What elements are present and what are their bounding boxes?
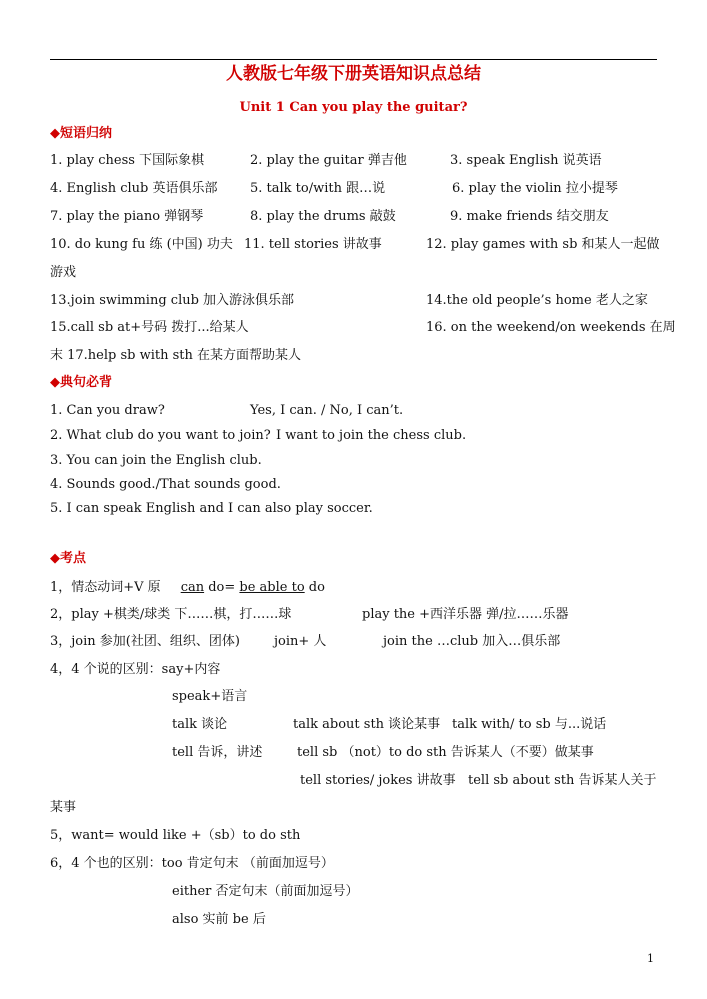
sentence-answer: I want to join the chess club. <box>276 428 467 443</box>
point-3-b: join+ 人 <box>274 634 327 649</box>
point-4-talk-about: talk about sth 谈论某事 <box>293 717 441 732</box>
point-4-tell: tell 告诉，讲述 <box>172 745 263 760</box>
point-6-also: also 实前 be 后 <box>172 912 266 927</box>
phrase-item: 11. tell stories 讲故事 <box>244 237 382 252</box>
point-2-b: play the +西洋乐器 弹/拉……乐器 <box>362 607 569 622</box>
phrase-item: 16. on the weekend/on weekends 在周 <box>426 320 676 335</box>
point-4-tell-about: tell sb about sth 告诉某人关于 <box>468 773 657 788</box>
point-2-a: 2，play +棋类/球类 下……棋，打……球 <box>50 607 292 622</box>
point-4-continuation: 某事 <box>50 800 77 815</box>
sentence-question: 1. Can you draw? <box>50 403 165 418</box>
sentence-question: 2. What club do you want to join? <box>50 428 271 443</box>
phrase-item: 9. make friends 结交朋友 <box>450 209 609 224</box>
phrase-item: 13.join swimming club 加入游泳俱乐部 <box>50 293 295 308</box>
phrase-item: 8. play the drums 敲鼓 <box>250 209 396 224</box>
phrase-item-continuation: 末 17.help sb with sth 在某方面帮助某人 <box>50 348 302 363</box>
phrase-item: 1. play chess 下国际象棋 <box>50 153 205 168</box>
page-title: 人教版七年级下册英语知识点总结 <box>226 64 481 84</box>
point-1 <box>50 580 325 596</box>
sentence-item: 4. Sounds good./That sounds good. <box>50 477 281 492</box>
phrase-item: 10. do kung fu 练 (中国) 功夫 <box>50 237 233 252</box>
phrase-item: 5. talk to/with 跟…说 <box>250 181 386 196</box>
section-heading-points: ◆考点 <box>50 551 86 566</box>
point-4-speak: speak+语言 <box>172 689 248 704</box>
point-4-talk: talk 谈论 <box>172 717 228 732</box>
header-rule <box>50 59 657 60</box>
page-number: 1 <box>647 952 654 965</box>
section-heading-phrases: ◆短语归纳 <box>50 126 112 141</box>
point-6-either: either 否定句末（前面加逗号） <box>172 884 359 899</box>
phrase-item: 3. speak English 说英语 <box>450 153 602 168</box>
point-1-mid: do= <box>204 580 240 595</box>
point-1-able: be able to <box>239 580 305 595</box>
point-1-prefix: 1，情态动词+V 原 <box>50 580 161 595</box>
phrase-item: 14.the old people’s home 老人之家 <box>426 293 648 308</box>
point-4: 4，4 个说的区别：say+内容 <box>50 662 221 677</box>
point-1-can: can <box>180 580 205 595</box>
phrase-item-continuation: 游戏 <box>50 265 77 280</box>
phrase-item: 4. English club 英语俱乐部 <box>50 181 218 196</box>
point-4-tell-sb: tell sb （not）to do sth 告诉某人（不要）做某事 <box>297 745 594 760</box>
point-1-post: do <box>304 580 325 595</box>
phrase-item: 12. play games with sb 和某人一起做 <box>426 237 660 252</box>
sentence-item: 3. You can join the English club. <box>50 453 262 468</box>
phrase-item: 15.call sb at+号码 拨打...给某人 <box>50 320 249 335</box>
phrase-item: 6. play the violin 拉小提琴 <box>452 181 618 196</box>
point-3-a: 3，join 参加(社团、组织、团体) <box>50 634 240 649</box>
section-heading-sentences: ◆典句必背 <box>50 375 112 390</box>
point-6: 6，4 个也的区别：too 肯定句末 （前面加逗号） <box>50 856 334 871</box>
point-3-c: join the …club 加入…俱乐部 <box>383 634 561 649</box>
point-4-talk-with: talk with/ to sb 与...说话 <box>452 717 607 732</box>
point-5: 5，want= would like +（sb）to do sth <box>50 828 301 843</box>
phrase-item: 2. play the guitar 弹吉他 <box>250 153 407 168</box>
sentence-item: 5. I can speak English and I can also play soccer. <box>50 501 373 516</box>
phrase-item: 7. play the piano 弹钢琴 <box>50 209 204 224</box>
sentence-answer: Yes, I can. / No, I can’t. <box>250 403 404 418</box>
unit-subtitle: Unit 1 Can you play the guitar? <box>239 100 468 115</box>
point-4-tell-stories: tell stories/ jokes 讲故事 <box>300 773 456 788</box>
